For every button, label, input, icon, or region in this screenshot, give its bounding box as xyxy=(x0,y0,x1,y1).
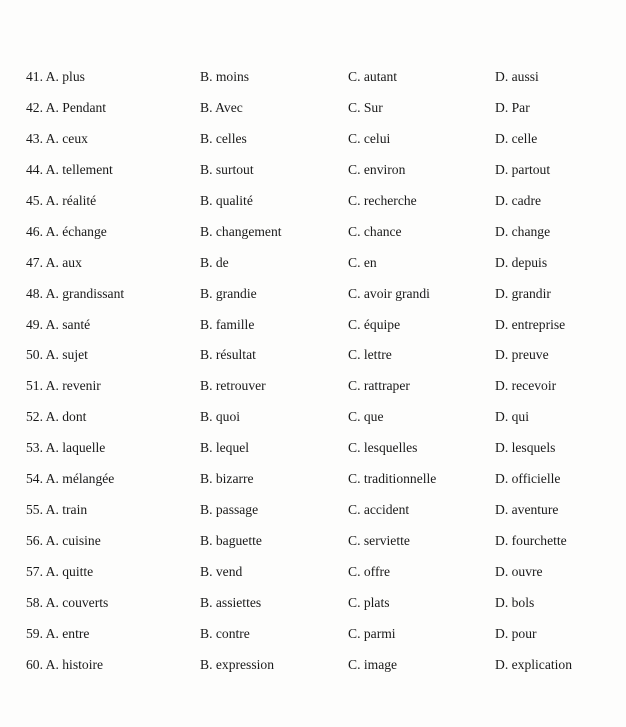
question-row xyxy=(0,557,626,588)
question-row xyxy=(0,650,626,681)
option-c: C. chance xyxy=(348,223,402,239)
option-b: B. retrouver xyxy=(200,378,266,394)
question-row xyxy=(0,619,626,650)
option-c: C. rattraper xyxy=(348,378,410,394)
option-a: 47. A. aux xyxy=(26,254,82,270)
option-a: 56. A. cuisine xyxy=(26,533,101,549)
option-a: 52. A. dont xyxy=(26,409,87,425)
option-b: B. contre xyxy=(200,625,250,641)
option-d: D. bols xyxy=(495,594,535,610)
option-d: D. lesquels xyxy=(495,440,556,456)
option-a: 43. A. ceux xyxy=(26,130,88,146)
option-b: B. baguette xyxy=(200,533,262,549)
option-b: B. assiettes xyxy=(200,594,262,610)
option-b: B. lequel xyxy=(200,440,250,456)
option-c: C. en xyxy=(348,254,377,270)
option-d: D. aussi xyxy=(495,69,539,84)
option-c: C. que xyxy=(348,409,384,425)
question-row xyxy=(0,248,626,279)
option-a: 54. A. mélangée xyxy=(26,471,115,487)
question-row xyxy=(0,62,626,93)
option-b: B. celles xyxy=(200,130,247,146)
question-row xyxy=(0,186,626,217)
option-b: B. passage xyxy=(200,502,259,518)
option-c: C. équipe xyxy=(348,316,401,332)
option-a: 58. A. couverts xyxy=(26,594,109,610)
option-c: C. serviette xyxy=(348,533,410,549)
option-a: 53. A. laquelle xyxy=(26,440,106,456)
option-c: C. lesquelles xyxy=(348,440,418,456)
option-b: B. qualité xyxy=(200,192,253,208)
question-row xyxy=(0,340,626,371)
question-list xyxy=(0,62,626,681)
option-c: C. traditionnelle xyxy=(348,471,437,487)
option-d: D. preuve xyxy=(495,347,549,363)
option-b: B. moins xyxy=(200,69,250,84)
option-d: D. pour xyxy=(495,625,537,641)
option-c: C. offre xyxy=(348,564,391,579)
option-c: C. image xyxy=(348,656,398,672)
option-a: 41. A. plus xyxy=(26,69,85,84)
option-c: C. plats xyxy=(348,594,390,610)
option-b: B. quoi xyxy=(200,409,241,425)
question-row xyxy=(0,93,626,124)
option-c: C. accident xyxy=(348,502,410,518)
question-row xyxy=(0,279,626,310)
question-row xyxy=(0,371,626,402)
option-d: D. Par xyxy=(495,99,530,115)
option-d: D. celle xyxy=(495,130,538,146)
question-row xyxy=(0,588,626,619)
option-b: B. expression xyxy=(200,656,275,672)
option-c: C. celui xyxy=(348,130,391,146)
option-a: 50. A. sujet xyxy=(26,347,88,363)
option-b: B. changement xyxy=(200,223,282,239)
option-c: C. lettre xyxy=(348,347,392,363)
question-row xyxy=(0,310,626,341)
question-row xyxy=(0,495,626,526)
option-b: B. famille xyxy=(200,316,255,332)
option-b: B. de xyxy=(200,254,229,270)
option-c: C. recherche xyxy=(348,192,417,208)
question-row xyxy=(0,124,626,155)
option-d: D. explication xyxy=(495,656,573,672)
option-b: B. Avec xyxy=(200,99,243,115)
option-b: B. grandie xyxy=(200,285,257,301)
question-row xyxy=(0,217,626,248)
option-a: 49. A. santé xyxy=(26,316,91,332)
option-b: B. surtout xyxy=(200,161,254,177)
option-a: 51. A. revenir xyxy=(26,378,101,394)
question-row xyxy=(0,433,626,464)
option-c: C. parmi xyxy=(348,625,396,641)
option-d: D. entreprise xyxy=(495,316,566,332)
option-b: B. bizarre xyxy=(200,471,254,487)
option-a: 60. A. histoire xyxy=(26,656,104,672)
option-a: 48. A. grandissant xyxy=(26,285,125,301)
question-row xyxy=(0,402,626,433)
option-b: B. résultat xyxy=(200,347,256,363)
option-c: C. autant xyxy=(348,69,398,84)
question-row xyxy=(0,464,626,495)
option-a: 59. A. entre xyxy=(26,625,90,641)
option-d: D. officielle xyxy=(495,471,561,487)
option-d: D. change xyxy=(495,223,551,239)
option-c: C. Sur xyxy=(348,99,383,115)
question-row xyxy=(0,526,626,557)
option-d: D. fourchette xyxy=(495,533,567,549)
option-c: C. avoir grandi xyxy=(348,285,430,301)
option-d: D. ouvre xyxy=(495,564,543,579)
option-a: 42. A. Pendant xyxy=(26,99,107,115)
option-d: D. recevoir xyxy=(495,378,557,394)
option-d: D. cadre xyxy=(495,192,542,208)
option-a: 45. A. réalité xyxy=(26,192,97,208)
option-a: 46. A. échange xyxy=(26,223,107,239)
option-d: D. qui xyxy=(495,409,529,425)
option-a: 55. A. train xyxy=(26,502,88,518)
option-a: 44. A. tellement xyxy=(26,161,113,177)
option-a: 57. A. quitte xyxy=(26,564,94,579)
option-d: D. grandir xyxy=(495,285,551,301)
option-b: B. vend xyxy=(200,564,243,579)
question-row xyxy=(0,155,626,186)
option-d: D. depuis xyxy=(495,254,548,270)
option-c: C. environ xyxy=(348,161,406,177)
option-d: D. partout xyxy=(495,161,551,177)
option-d: D. aventure xyxy=(495,502,559,518)
